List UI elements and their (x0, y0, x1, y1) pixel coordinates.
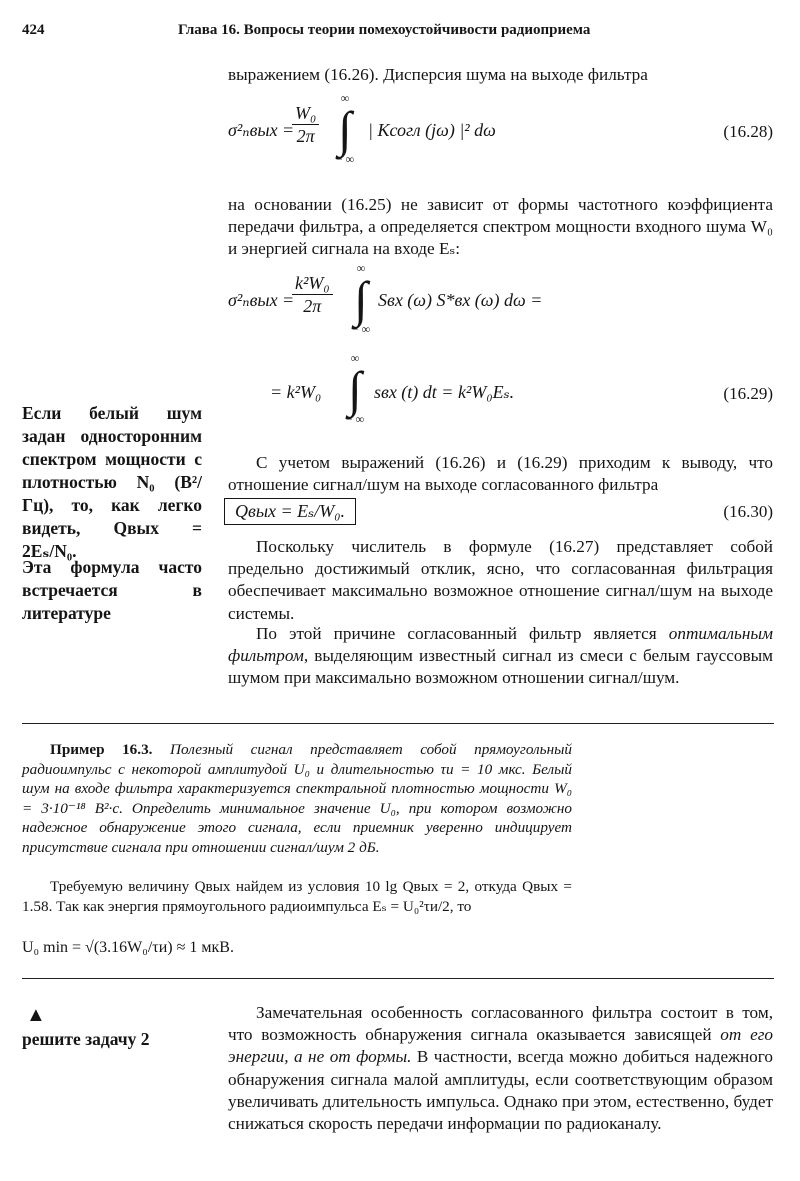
eq-16-29b-integrand: sвх (t) dt = k²W₀Eₛ. (374, 382, 515, 402)
equation-16-29b (228, 352, 773, 434)
final-paragraph (228, 1002, 773, 1135)
example-bottom-rule (22, 978, 774, 979)
example-solution: Требуемую величину Qвых найдем из условия 10 lg Qвых = 2, откуда Qвых = 1.58. Так как энергия прямоугольного радиоимпульса Eₛ = U₀²τи/2, то (22, 878, 572, 915)
eq-16-28-integrand: | Kсогл (jω) |² dω (368, 120, 496, 140)
eq-16-29b-lhs: = k²W₀ (270, 382, 322, 402)
task-triangle-icon: ▲ (26, 1004, 46, 1026)
equation-16-30 (224, 498, 773, 530)
eq-16-28-upper-limit: ∞ (340, 91, 350, 105)
example-text: Полезный сигнал представляет собой прямоугольный радиоимпульс с некоторой амплитудой U₀ и длительностью τи = 10 мкс. Белый шум на входе фильтра характеризуется спектральной плотностью мощности W₀ = 3·10⁻¹⁸ В²·с. Определить минимальное значение U₀, при котором возможно надежное обнаружение этого сигнала, если приемник уверенно индицирует присутствие сигнала при отношении сигнал/шум 2 дБ. (22, 741, 572, 856)
equation-16-28 (228, 92, 773, 172)
eq-16-29b-lower-limit: − ∞ (345, 412, 365, 426)
paragraph-2: С учетом выражений (16.26) и (16.29) приходим к выводу, что отношение сигнал/шум на выходе согласованного фильтра (228, 453, 773, 495)
example-top-rule (22, 723, 774, 724)
paragraph-1: на основании (16.25) не зависит от формы частотного коэффициента передачи фильтра, а определяется спектром мощности входного шума W₀ и энергией сигнала на входе Eₛ: (228, 195, 773, 259)
eq-16-28-fraction (292, 102, 319, 147)
eq-16-28-numerator: W₀ (292, 102, 319, 125)
eq-16-30-box: Qвых = Eₛ/W₀. (224, 498, 356, 525)
final-paragraph-part-2: В частности, всегда можно добиться надежного обнаружения сигнала малой амплитуды, если соответствующим образом увеличивать длительность импульса. Однако при этом, естественно, будет снижаться скорость передачи информации по радиоканалу. (228, 1047, 773, 1134)
eq-16-28-integral: ∞ ∫ − ∞ (332, 92, 358, 166)
task-label: решите задачу 2 (22, 1029, 150, 1049)
eq-16-30-number: (16.30) (723, 502, 773, 521)
page-number: 424 (22, 22, 45, 38)
eq-16-29a-integral: ∞ ∫ − ∞ (348, 262, 374, 336)
paragraph-4-after: , выделяющим известный сигнал из смеси с белым гауссовым шумом при максимально возможном отношении сигнал/шум. (228, 646, 773, 688)
eq-16-28-lower-limit: − ∞ (335, 152, 355, 166)
eq-16-29b-number: (16.29) (723, 384, 773, 403)
eq-16-28-lhs: σ²ₙвых = (228, 120, 295, 140)
eq-16-29b-integral: ∞ ∫ − ∞ (342, 352, 368, 426)
eq-16-29a-upper-limit: ∞ (356, 261, 366, 275)
equation-16-29a (228, 262, 773, 342)
side-note-formula: Эта формула часто встречается в литературе (22, 557, 202, 623)
eq-16-28-number: (16.28) (723, 122, 773, 141)
eq-16-29b-upper-limit: ∞ (350, 351, 360, 365)
paragraph-3: Поскольку числитель в формуле (16.27) представляет собой предельно достижимый отклик, ясно, что согласованная фильтрация обеспечивает максимально возможное отношение сигнал/шум на выходе системы. (228, 537, 773, 623)
eq-16-29a-fraction (292, 272, 333, 317)
eq-16-29a-lhs: σ²ₙвых = (228, 290, 295, 310)
eq-16-29a-numerator: k²W₀ (292, 272, 333, 295)
eq-16-29a-denominator: 2π (303, 296, 322, 316)
eq-16-28-denominator: 2π (296, 126, 315, 146)
chapter-title: Глава 16. Вопросы теории помехоустойчивости радиоприема (178, 22, 591, 38)
paragraph-4 (228, 623, 773, 690)
intro-line: выражением (16.26). Дисперсия шума на выходе фильтра (228, 65, 648, 84)
paragraph-4-before: По этой причине согласованный фильтр является (256, 624, 669, 643)
final-paragraph-part-1: Замечательная особенность согласованного фильтра состоит в том, что возможность обнаружения сигнала оказывается зависящей (228, 1003, 773, 1045)
final-paragraph-emphasis: от его энергии, а не от формы. (228, 1025, 773, 1067)
eq-16-29a-lower-limit: − ∞ (351, 322, 371, 336)
side-note-white-noise: Если белый шум задан односторонним спектром мощности с плотностью N₀ (В²/Гц), то, как легко видеть, Qвых = 2Eₛ/N₀. (22, 403, 202, 561)
example-result: U₀ min = √(3.16W₀/τи) ≈ 1 мкВ. (22, 939, 234, 956)
paragraph-4-emphasis: оптимальным фильтром (228, 624, 773, 666)
eq-16-29a-integrand: Sвх (ω) S*вх (ω) dω = (378, 290, 543, 310)
example-statement (22, 740, 572, 857)
example-label: Пример 16.3. (50, 741, 153, 758)
